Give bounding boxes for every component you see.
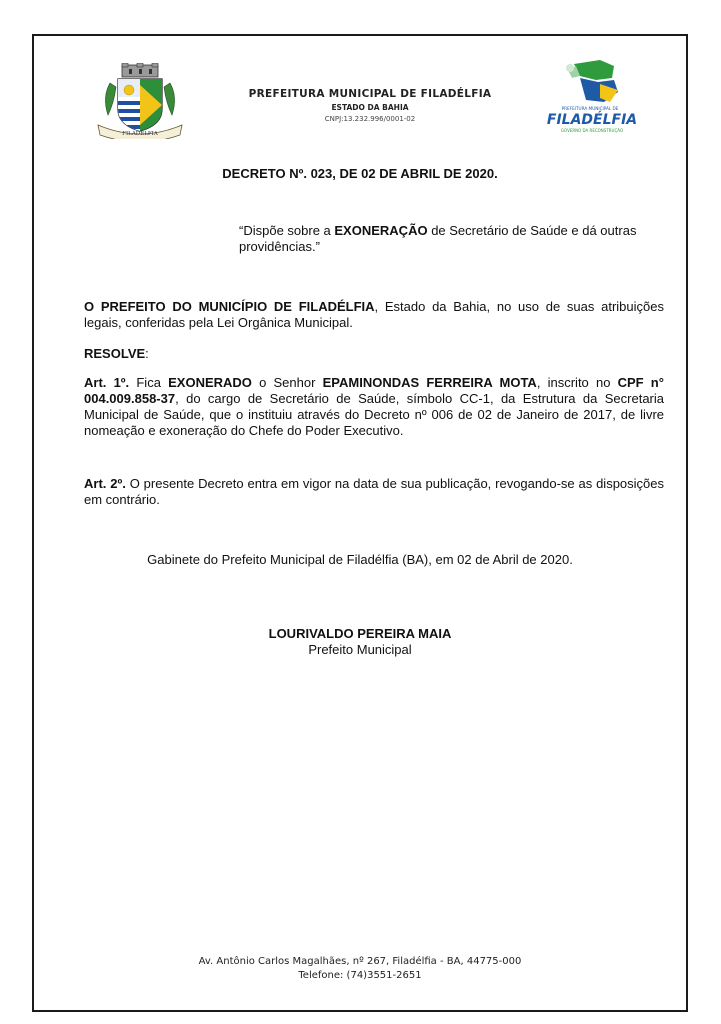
article-1-label: Art. 1º.	[84, 375, 130, 390]
article-1-bold-3: CPF n° 004.009.858-37	[84, 375, 664, 406]
article-1-bold-1: EXONERADO	[168, 375, 252, 390]
footer-address: Av. Antônio Carlos Magalhães, nº 267, Filadélfia - BA, 44775-000	[198, 956, 522, 967]
article-1-text-3: , inscrito no	[536, 375, 618, 390]
resolve-bold: RESOLVE	[84, 346, 146, 361]
logo-small-caption: PREFEITURA MUNICIPAL DE	[561, 106, 619, 111]
logo-tagline: GOVERNO DA RECONSTRUÇÃO	[560, 128, 624, 133]
footer-phone: Telefone: (74)3551-2651	[298, 970, 422, 981]
preamble-paragraph	[84, 299, 664, 331]
signoff-line: Gabinete do Prefeito Municipal de Filadélfia (BA), em 02 de Abril de 2020.	[147, 552, 573, 567]
preamble-text: , Estado da Bahia, no uso de suas atribuições legais, conferidas pela Lei Orgânica Municipal.	[84, 299, 664, 330]
municipal-crest-icon	[92, 63, 188, 139]
article-2-label: Art. 2º.	[84, 476, 126, 491]
article-1-text-2: o Senhor	[251, 375, 323, 390]
resolve-line	[84, 346, 664, 362]
signature-block	[160, 626, 560, 658]
letterhead-title: PREFEITURA MUNICIPAL DE FILADÉLFIA	[248, 88, 492, 100]
decree-ementa	[239, 223, 663, 255]
article-1	[84, 375, 664, 439]
ementa-text-after: de Secretário de Saúde e dá outras providências.”	[239, 223, 637, 254]
ementa-text-before: “Dispõe sobre a	[239, 223, 335, 238]
resolve-colon: :	[145, 346, 149, 361]
letterhead-cnpj: CNPJ:13.232.996/0001-02	[324, 115, 416, 123]
preamble-bold: O PREFEITO DO MUNICÍPIO DE FILADÉLFIA	[84, 299, 375, 314]
signature-role: Prefeito Municipal	[308, 642, 412, 657]
letterhead-state: ESTADO DA BAHIA	[331, 103, 409, 112]
article-2-text: O presente Decreto entra em vigor na data de sua publicação, revogando-se as disposições em contrário.	[84, 476, 664, 507]
logo-name: FILADÉLFIA	[546, 112, 638, 128]
ementa-bold: EXONERAÇÃO	[334, 223, 428, 238]
article-1-text-4: , do cargo de Secretário de Saúde, símbolo CC-1, da Estrutura da Secretaria Municipal de Saúde, que o instituiu através do Decreto nº 006 de 02 de Janeiro de 2017, de livre nomeação e exoneração do Chefe do Poder Executivo.	[84, 391, 664, 438]
letterhead	[200, 88, 540, 124]
crest-banner-text: FILADÉLFIA	[122, 131, 158, 137]
article-1-bold-2: EPAMINONDAS FERREIRA MOTA	[322, 375, 537, 390]
footer	[120, 955, 600, 983]
article-2	[84, 476, 664, 508]
decree-title: DECRETO Nº. 023, DE 02 DE ABRIL DE 2020.	[222, 166, 498, 181]
filadelfia-logo-icon	[540, 56, 650, 142]
signature-name: LOURIVALDO PEREIRA MAIA	[268, 626, 452, 641]
article-1-text-1: Fica	[129, 375, 169, 390]
